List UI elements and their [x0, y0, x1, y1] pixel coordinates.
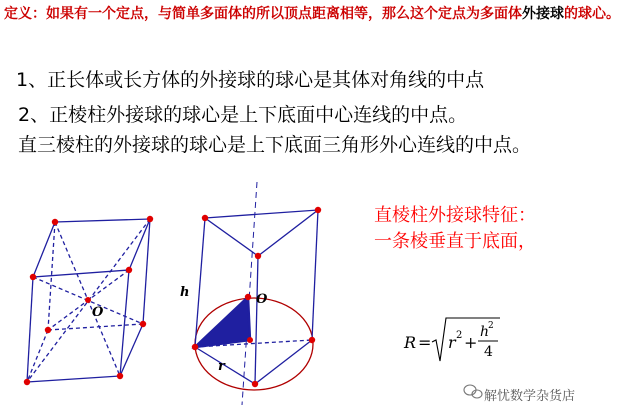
feature-line-1: 直棱柱外接球特征： [374, 205, 536, 226]
box-center-label: O [92, 305, 104, 320]
formula-equals: = [418, 333, 432, 352]
formula-R: R [404, 333, 417, 352]
formula-r-exp: 2 [456, 330, 463, 341]
feature-line-2: 一条棱垂直于底面， [374, 231, 536, 252]
radius-label: r [218, 359, 225, 374]
statement-3: 直三棱柱的外接球的球心是上下底面三角形外心连线的中点。 [18, 134, 532, 156]
formula-plus: + [464, 333, 478, 352]
formula-den: 4 [484, 344, 493, 360]
prism-center-label: O [256, 292, 268, 307]
statement-2: 2、正棱柱外接球的球心是上下底面中心连线的中点。 [18, 104, 468, 126]
feature-text [374, 203, 536, 255]
formula-h-exp: 2 [488, 321, 494, 331]
statement-1: 1、正长体或长方体的外接球的球心是其体对角线的中点 [16, 69, 485, 91]
formula-h: h [480, 324, 490, 340]
definition-part3: 的球心。 [564, 6, 620, 22]
radius-formula [403, 318, 500, 361]
height-label: h [180, 285, 190, 300]
definition-part1: 定义：如果有一个定点，与简单多面体的所以顶点距离相等，那么这个定点为多面体 [4, 6, 522, 22]
definition-part2: 外接球 [522, 6, 564, 22]
wechat-icon [464, 385, 482, 398]
watermark-text: 解忧数学杂货店 [484, 389, 576, 404]
formula-r: r [448, 333, 456, 352]
